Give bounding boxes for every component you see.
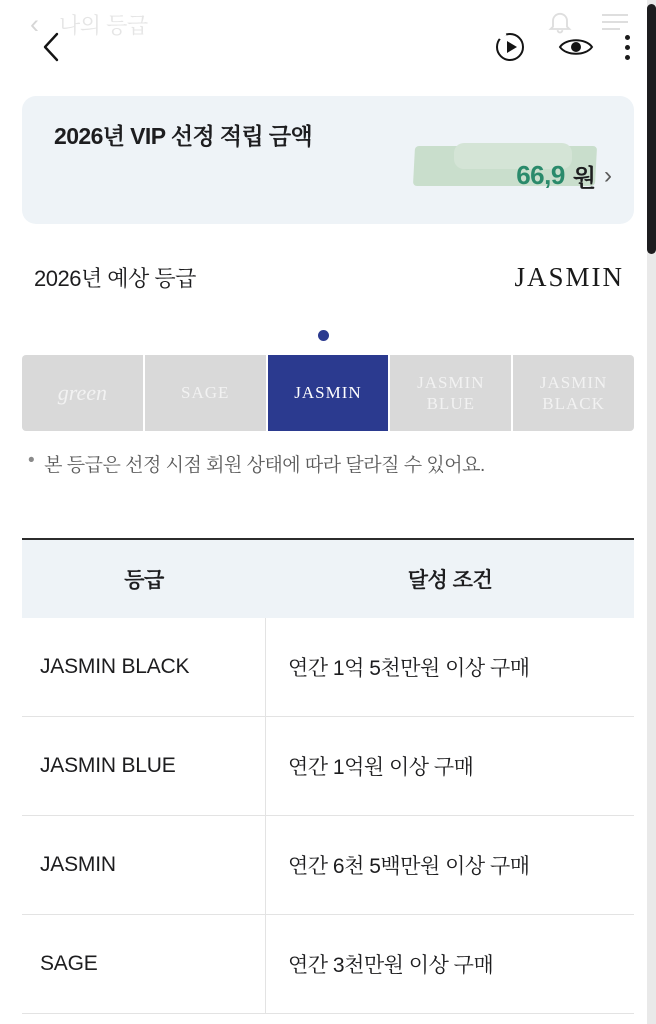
page-scrollbar-track[interactable] bbox=[647, 0, 656, 1024]
eye-icon[interactable] bbox=[558, 29, 594, 65]
back-button[interactable] bbox=[38, 30, 66, 64]
vip-amount-value: 66,9 bbox=[516, 160, 565, 190]
bullet-icon: • bbox=[28, 450, 35, 471]
ghost-page-title: 나의 등급 bbox=[59, 12, 148, 38]
tier-item-jasmin-blue[interactable] bbox=[390, 355, 513, 431]
expected-grade-label: 2026년 예상 등급 bbox=[34, 266, 196, 291]
expected-grade-value: JASMIN bbox=[514, 262, 624, 292]
table-header-grade: 등급 bbox=[124, 569, 164, 592]
ghost-back-icon: ‹ bbox=[30, 8, 39, 39]
play-circle-icon[interactable] bbox=[492, 29, 528, 65]
tier-item-sage[interactable]: SAGE bbox=[145, 355, 268, 431]
tier-label-line2: BLUE bbox=[426, 394, 475, 413]
table-row bbox=[22, 816, 634, 915]
table-cell-grade: SAGE bbox=[22, 915, 266, 1013]
grade-criteria-table bbox=[22, 538, 634, 1014]
tier-note-text: 본 등급은 선정 시점 회원 상태에 따라 달라질 수 있어요. bbox=[44, 455, 485, 476]
table-cell-condition: 연간 3천만원 이상 구매 bbox=[288, 954, 494, 977]
tier-label-line1: JASMIN bbox=[539, 372, 608, 392]
vip-card-title: 2026년 VIP 선정 적립 금액 bbox=[54, 123, 313, 149]
table-header-condition: 달성 조건 bbox=[407, 569, 493, 592]
page-scrollbar-thumb[interactable] bbox=[647, 4, 656, 254]
expected-grade-row bbox=[34, 262, 624, 293]
vip-amount-row[interactable] bbox=[516, 158, 612, 193]
table-cell-condition: 연간 6천 5백만원 이상 구매 bbox=[288, 855, 530, 878]
table-cell-condition: 연간 1억원 이상 구매 bbox=[288, 756, 474, 779]
kebab-menu-icon[interactable] bbox=[624, 30, 630, 64]
table-row bbox=[22, 915, 634, 1014]
table-row bbox=[22, 618, 634, 717]
top-app-bar bbox=[0, 16, 656, 78]
tier-label-line1: JASMIN bbox=[417, 372, 485, 392]
tier-item-jasmin[interactable]: JASMIN bbox=[268, 355, 391, 431]
chevron-right-icon[interactable]: › bbox=[604, 161, 612, 189]
table-header-row bbox=[22, 540, 634, 618]
tier-label-line2: BLACK bbox=[542, 394, 605, 413]
table-cell-grade: JASMIN bbox=[22, 816, 266, 914]
tier-item-green[interactable]: green bbox=[22, 355, 145, 431]
table-cell-condition: 연간 1억 5천만원 이상 구매 bbox=[288, 657, 530, 680]
vip-amount-unit: 원 bbox=[572, 165, 596, 192]
vip-accumulation-card[interactable] bbox=[22, 96, 634, 224]
table-cell-grade: JASMIN BLACK bbox=[22, 618, 266, 716]
tier-item-jasmin-black[interactable] bbox=[513, 355, 634, 431]
current-tier-marker bbox=[318, 330, 329, 341]
top-bar-actions bbox=[492, 29, 630, 65]
table-row bbox=[22, 717, 634, 816]
tier-progress-bar bbox=[22, 355, 634, 431]
table-cell-grade: JASMIN BLUE bbox=[22, 717, 266, 815]
tier-note bbox=[28, 450, 485, 477]
